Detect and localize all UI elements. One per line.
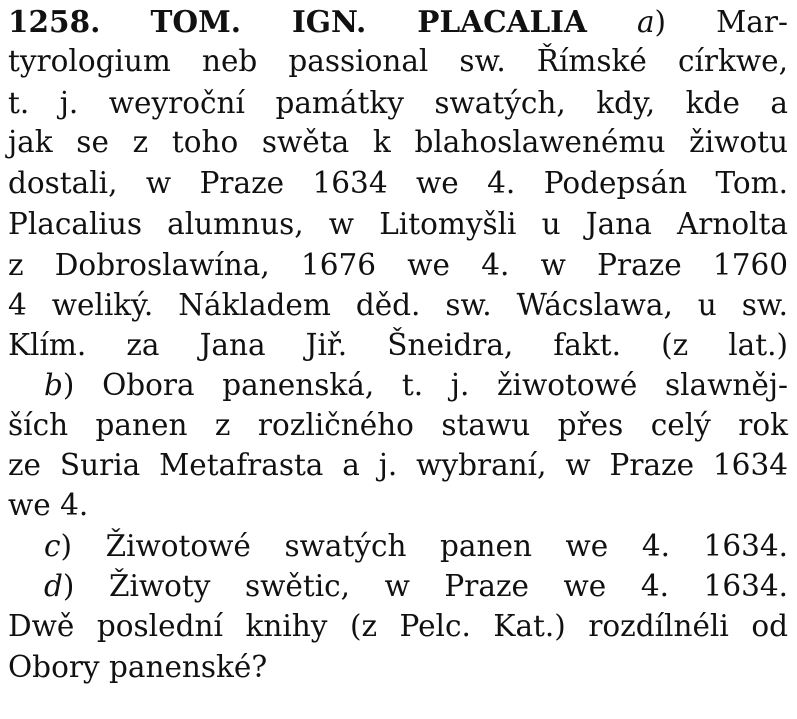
text-line [8, 486, 788, 525]
italic-text: a [636, 5, 655, 39]
text-line [44, 567, 788, 606]
text-line [8, 205, 788, 244]
line-text: ze Suria Metafrasta a j. wybraní, w Praze 1634 [8, 448, 788, 482]
text-line [8, 406, 788, 445]
bold-text: TOM. IGN. PLACALIA [150, 4, 587, 39]
line-text: t. j. weyroční památky swatých, kdy, kde a [8, 86, 788, 120]
text-line [8, 607, 788, 646]
italic-text: d [44, 569, 63, 603]
document-page [8, 0, 793, 719]
line-text: Obory panenské? [8, 650, 268, 684]
line-text: ) Žiwoty swětic, w Praze we 4. 1634. [62, 569, 788, 603]
line-text: ších panen z rozličného stawu přes celý rok [8, 408, 788, 442]
line-text: dostali, w Praze 1634 we 4. Podepsán Tom. [8, 166, 788, 200]
line-text: 4 weliký. Nákladem děd. sw. Wácslawa, u sw. [8, 288, 788, 322]
line-text: Dwě poslední knihy (z Pelc. Kat.) rozdílnéli od [8, 609, 788, 643]
text-line [44, 527, 788, 566]
line-text: ) Žiwotowé swatých panen we 4. 1634. [60, 529, 788, 563]
line-text: we 4. [8, 488, 89, 522]
line-text: ) Mar- [654, 5, 788, 39]
text-line [8, 164, 788, 203]
line-text [587, 5, 637, 39]
line-text: ) Obora panenská, t. j. žiwotowé slawněj- [62, 368, 788, 402]
text-line [8, 286, 788, 325]
text-line [8, 42, 788, 81]
text-line [8, 123, 788, 162]
italic-text: c [44, 529, 61, 563]
text-line [8, 446, 788, 485]
text-line [8, 84, 788, 123]
line-text [100, 5, 150, 39]
text-line [8, 326, 788, 365]
text-line [44, 366, 788, 405]
line-text: jak se z toho swěta k blahoslawenému žiwotu [8, 125, 788, 159]
bold-text: 1258. [8, 4, 101, 39]
line-text: Placalius alumnus, w Litomyšli u Jana Arnolta [8, 207, 788, 241]
line-text: tyrologium neb passional sw. Římské církwe, [8, 44, 788, 78]
line-text: Klím. za Jana Jiř. Šneidra, fakt. (z lat.) [8, 328, 788, 362]
italic-text: b [44, 368, 63, 402]
text-line [8, 246, 788, 285]
text-line [8, 2, 788, 41]
line-text: z Dobroslawína, 1676 we 4. w Praze 1760 [8, 248, 788, 282]
text-line [8, 648, 788, 687]
